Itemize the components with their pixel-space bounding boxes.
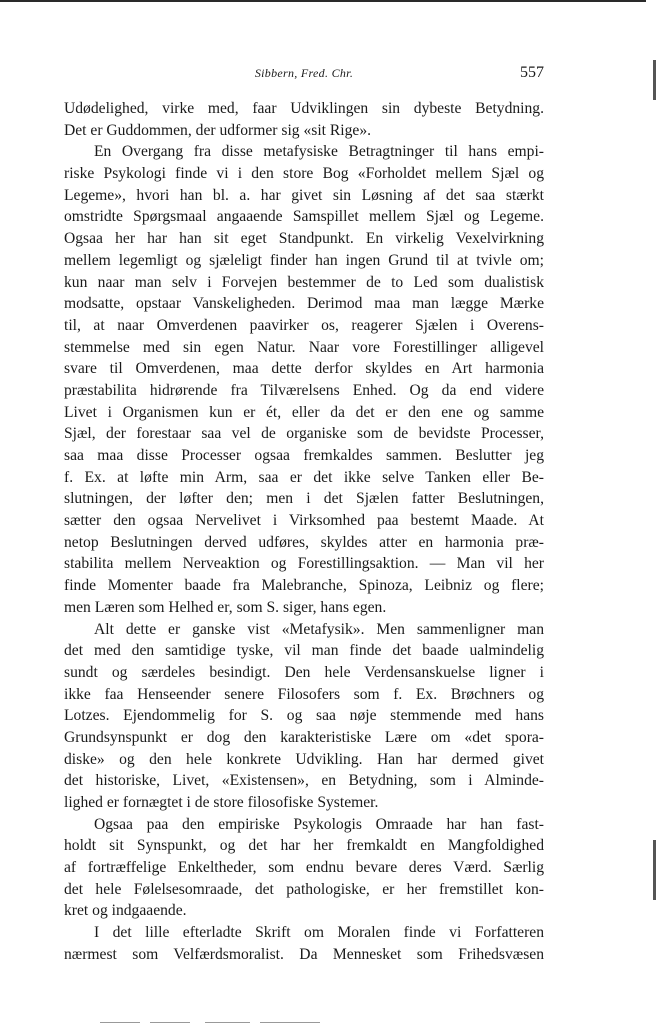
bottom-scan-mark [260, 1022, 320, 1023]
text-line: Livet i Organismen kun er ét, eller da det er den ene og samme [64, 403, 544, 421]
text-line: modsatte, opstaar Vanskeligheden. Derimod maa man lægge Mærke [64, 295, 544, 313]
paragraph-start-line: I det lille efterladte Skrift om Moralen finde vi Forfatteren [94, 924, 544, 942]
text-line: ikke faa Henseender senere Filosofers som f. Ex. Brøchners og [64, 685, 544, 703]
text-line: det hele Følelsesomraade, det pathologiske, er her fremstillet kon- [64, 880, 544, 898]
paragraph-start-line: Ogsaa paa den empiriske Psykologis Omraade har han fast- [94, 815, 544, 833]
text-line: Grundsynspunkt er dog den karakteristiske Lære om «det spora- [64, 728, 544, 746]
text-line: sundt og særdeles besindigt. Den hele Verdensanskuelse ligner i [64, 663, 544, 681]
bottom-scan-mark [205, 1022, 250, 1023]
text-line: riske Psykologi finde vi i den store Bog «Forholdet mellem Sjæl og [64, 165, 544, 183]
text-line: lighed er fornægtet i de store filosofiske Systemer. [64, 794, 379, 811]
bottom-scan-mark [150, 1022, 190, 1023]
text-line: Lotzes. Ejendommelig for S. og saa nøje stemmende med hans [64, 707, 544, 725]
running-head: Sibbern, Fred. Chr. [254, 66, 354, 80]
text-line: Legeme», hvori han bl. a. har givet sin Løsning af det saa stærkt [64, 186, 544, 204]
text-line: Ogsaa her har han sit eget Standpunkt. En virkelig Vexelvirkning [64, 230, 544, 248]
bottom-scan-mark [100, 1022, 140, 1023]
text-line: det med den samtidige tyske, vil man finde det baade ualmindelig [64, 642, 544, 660]
page-number: 557 [520, 64, 544, 81]
text-line: holdt sit Synspunkt, og det har her fremkaldt en Mangfoldighed [64, 837, 544, 855]
text-line: kun naar man selv i Forvejen bestemmer de to Led som dualistisk [64, 273, 544, 291]
text-line: f. Ex. at løfte min Arm, saa er det ikke selve Tanken eller Be- [64, 468, 544, 486]
text-line: netop Beslutningen derved udføres, skyldes atter en harmonia præ- [64, 533, 544, 551]
page-header [64, 64, 544, 88]
text-line: til, at naar Omverdenen paavirker os, reagerer Sjælen i Overens- [64, 316, 544, 334]
text-line: omstridte Spørgsmaal angaaende Samspillet mellem Sjæl og Legeme. [64, 208, 544, 226]
paragraph-start-line: Alt dette er ganske vist «Metafysik». Men sammenligner man [94, 620, 544, 638]
text-line: slutningen, der løfter den; men i det Sjælen fatter Beslutningen, [64, 490, 544, 508]
text-line: saa maa disse Processer ogsaa fremkaldes sammen. Beslutter jeg [64, 447, 544, 464]
text-line: men Læren som Helhed er, som S. siger, hans egen. [64, 598, 387, 616]
text-line: stabilita mellem Nerveaktion og Forestillingsaktion. — Man vil her [64, 555, 544, 573]
text-line: af fortræffelige Enkeltheder, som endnu bevare deres Værd. Særlig [64, 859, 544, 877]
text-line: nærmest som Velfærdsmoralist. Da Mennesket som Frihedsvæsen [64, 945, 544, 963]
text-line: Det er Guddommen, der udformer sig «sit Rige». [64, 121, 372, 139]
text-line: Sjæl, der forestaar saa vel de organiske som de bevidste Processer, [64, 425, 544, 443]
text-line: sætter den ogsaa Nervelivet i Virksomhed paa bestemt Maade. At [64, 512, 544, 530]
text-line: diske» og den hele konkrete Udvikling. Han har dermed givet [64, 750, 544, 768]
text-line: mellem legemligt og sjæleligt finder han ingen Grund til at tvivle om; [64, 251, 544, 269]
text-line: kret og indgaaende. [64, 902, 187, 920]
text-line: præstabilita hidrørende fra Tilværelsens Enhed. Og da end videre [64, 381, 544, 399]
text-line: finde Momenter baade fra Malebranche, Spinoza, Leibniz og flere; [64, 577, 544, 595]
top-rule [0, 0, 646, 2]
text-line: svare til Omverdenen, maa dette derfor skyldes en Art harmonia [64, 360, 544, 378]
text-line: Udødelighed, virke med, faar Udviklingen sin dybeste Betydning. [64, 100, 544, 117]
body-text [64, 98, 544, 966]
text-line: det historiske, Livet, «Existensen», en Betydning, som i Alminde- [64, 772, 544, 790]
paragraph-start-line: En Overgang fra disse metafysiske Betragtninger til hans empi- [94, 143, 544, 161]
text-line: stemmelse med sin egen Natur. Naar vore Forestillinger alligevel [64, 338, 544, 356]
